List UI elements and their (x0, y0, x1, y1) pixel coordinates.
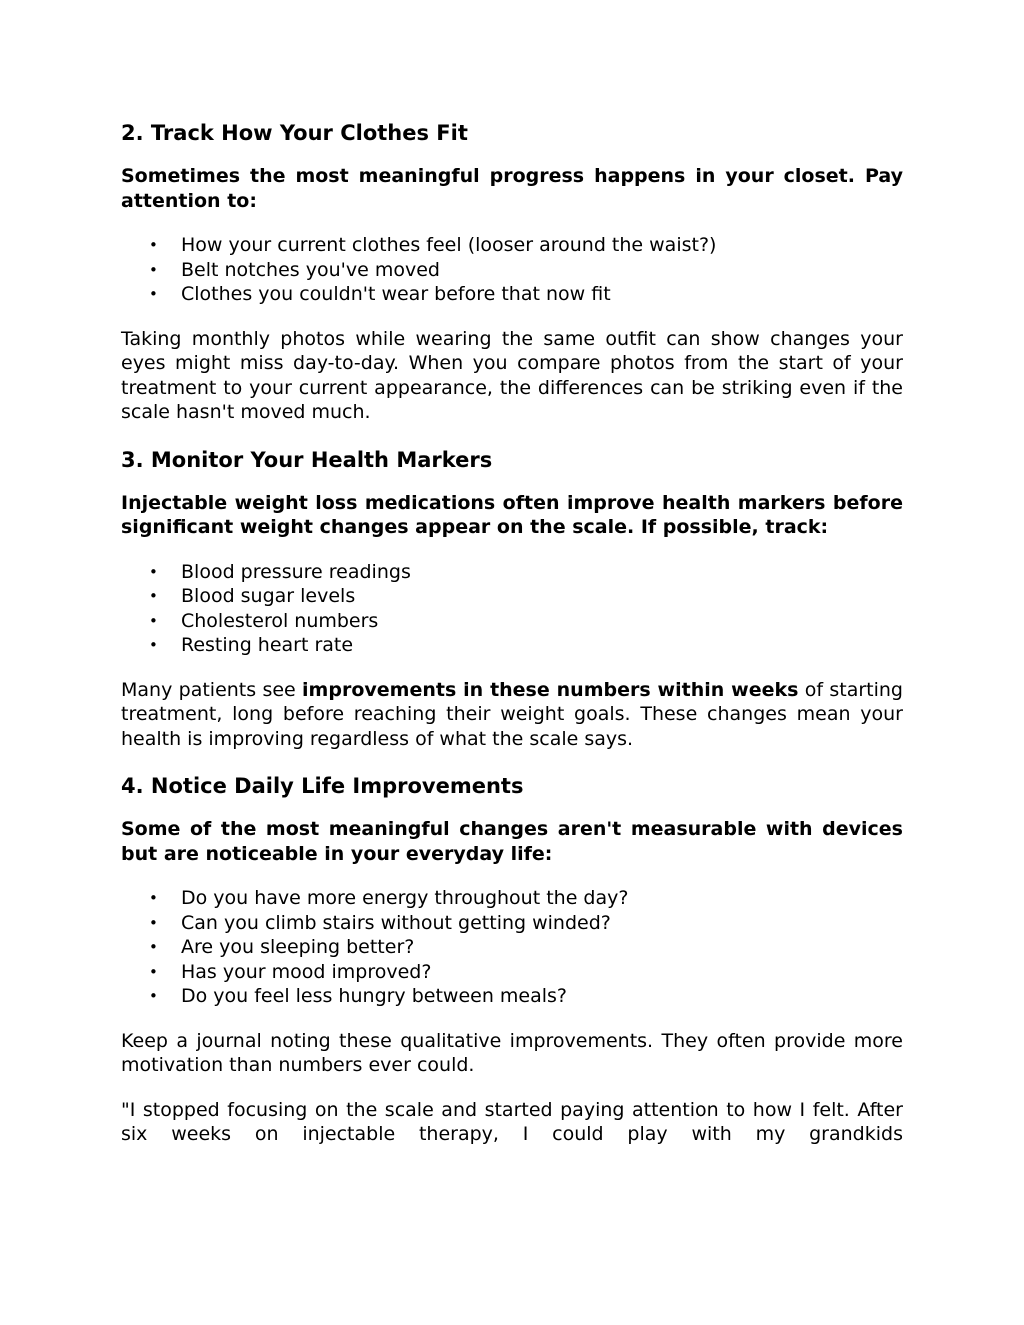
list-item (121, 609, 903, 634)
bullet-icon: • (149, 913, 158, 932)
bullet-icon: • (149, 236, 158, 254)
body-emphasis: improvements in these numbers within weeks (302, 678, 799, 701)
bullet-icon: • (149, 987, 158, 1005)
list-item (121, 258, 903, 283)
list-item-text: Cholesterol numbers (181, 609, 379, 632)
list-item (121, 560, 903, 585)
list-item-text: Clothes you couldn't wear before that now fit (181, 283, 611, 305)
list-item-text: Are you sleeping better? (181, 936, 415, 958)
document-page (121, 118, 903, 1167)
list-item (121, 584, 903, 609)
section-body: Taking monthly photos while wearing the same outfit can show changes your eyes might miss day-to-day. When you compare photos from the start of your treatment to your current appearance, the differences can be striking even if the scale hasn't moved much. (121, 327, 903, 423)
section-lead: Injectable weight loss medications often improve health markers before significant weight changes appear on the scale. If possible, track: (121, 491, 903, 538)
bullet-icon: • (149, 611, 158, 630)
bullet-icon: • (149, 285, 158, 303)
bullet-list (121, 560, 903, 658)
bullet-icon: • (149, 587, 158, 605)
bullet-list (121, 886, 903, 1009)
testimonial-quote: "I stopped focusing on the scale and started paying attention to how I felt. After six weeks on injectable therapy, I could play with my grandkids (121, 1098, 903, 1145)
bullet-icon: • (149, 962, 158, 981)
section-heading: 2. Track How Your Clothes Fit (121, 121, 468, 145)
bullet-icon: • (149, 260, 158, 279)
body-text-end: of starting treatment, long before reaching their weight goals. These changes mean your health is improving regardless of what the scale says. (121, 678, 903, 750)
list-item-text: Do you have more energy throughout the day? (181, 887, 629, 909)
list-item-text: Belt notches you've moved (181, 258, 440, 281)
section-heading: 3. Monitor Your Health Markers (121, 447, 493, 472)
section-body (121, 678, 903, 752)
list-item (121, 282, 903, 307)
list-item-text: Blood sugar levels (181, 585, 356, 607)
section-track-clothes-fit (121, 118, 903, 425)
list-item-text: Resting heart rate (181, 634, 354, 656)
list-item (121, 935, 903, 960)
body-text-start: Many patients see (121, 678, 303, 701)
bullet-icon: • (149, 938, 158, 956)
list-item-text: Can you climb stairs without getting winded? (181, 911, 611, 934)
list-item (121, 960, 903, 985)
list-item (121, 886, 903, 911)
bullet-list (121, 233, 903, 307)
list-item (121, 633, 903, 658)
list-item-text: How your current clothes feel (looser around the waist?) (181, 234, 717, 256)
list-item-text: Blood pressure readings (181, 560, 411, 583)
section-lead: Sometimes the most meaningful progress happens in your closet. Pay attention to: (121, 165, 903, 212)
section-heading: 4. Notice Daily Life Improvements (121, 774, 524, 798)
list-item (121, 984, 903, 1009)
bullet-icon: • (149, 562, 158, 581)
list-item-text: Has your mood improved? (181, 960, 432, 983)
list-item (121, 233, 903, 258)
section-health-markers (121, 445, 903, 752)
bullet-icon: • (149, 889, 158, 907)
list-item (121, 911, 903, 936)
section-daily-life (121, 771, 903, 1147)
bullet-icon: • (149, 636, 158, 654)
section-body: Keep a journal noting these qualitative improvements. They often provide more motivation than numbers ever could. (121, 1029, 903, 1076)
section-lead: Some of the most meaningful changes aren't measurable with devices but are noticeable in your everyday life: (121, 818, 903, 865)
list-item-text: Do you feel less hungry between meals? (181, 985, 568, 1007)
